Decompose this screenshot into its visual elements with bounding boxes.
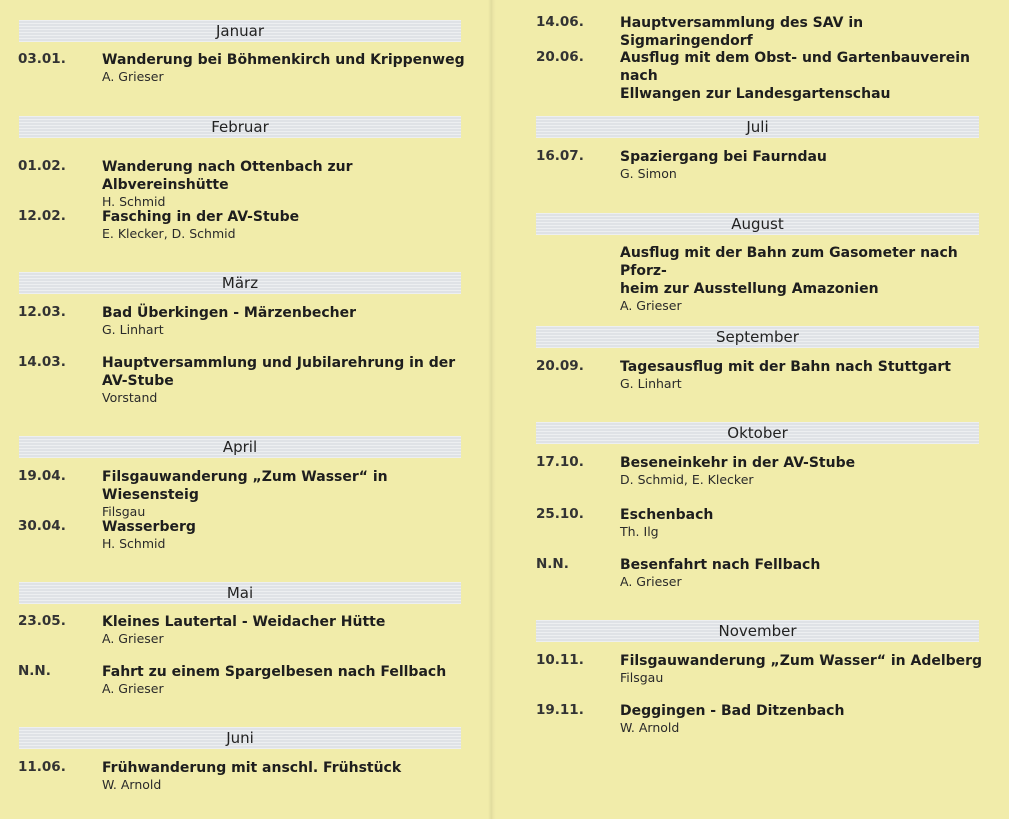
event-title-line-1: Ausflug mit der Bahn zum Gasometer nach Pforz- (620, 245, 958, 279)
event-organizer: A. Grieser (620, 298, 682, 313)
event-organizer: W. Arnold (620, 720, 680, 735)
event-organizer: G. Linhart (102, 322, 164, 337)
event-date: 25.10. (536, 506, 584, 522)
event-date: 12.02. (18, 208, 66, 224)
event-title: Fahrt zu einem Spargelbesen nach Fellbach (102, 664, 447, 680)
event-item (18, 354, 478, 406)
event-date: 17.10. (536, 454, 584, 470)
event-title: Deggingen - Bad Ditzenbach (620, 703, 845, 719)
event-item (536, 702, 996, 736)
event-organizer: D. Schmid, E. Klecker (620, 472, 754, 487)
event-title: Hauptversammlung des SAV in Sigmaringendorf (620, 15, 864, 49)
event-organizer: G. Linhart (620, 376, 682, 391)
event-item (536, 454, 996, 488)
month-header-februar: Februar (19, 116, 461, 138)
month-header-juli: Juli (536, 116, 979, 138)
event-item (18, 158, 478, 210)
event-organizer: Vorstand (102, 390, 158, 405)
event-date: 23.05. (18, 613, 66, 629)
event-item (536, 148, 996, 182)
event-title: Beseneinkehr in der AV-Stube (620, 455, 856, 471)
month-header-november: November (536, 620, 979, 642)
event-title: Kleines Lautertal - Weidacher Hütte (102, 614, 386, 630)
event-organizer: W. Arnold (102, 777, 162, 792)
event-title-line-1: Ausflug mit dem Obst- und Gartenbauverein nach (620, 50, 970, 84)
event-organizer: E. Klecker, D. Schmid (102, 226, 236, 241)
event-date: 03.01. (18, 51, 66, 67)
event-organizer: A. Grieser (102, 631, 164, 646)
event-organizer: H. Schmid (102, 194, 166, 209)
event-item (536, 49, 996, 103)
event-date: 20.09. (536, 358, 584, 374)
event-item (18, 51, 478, 85)
event-item (18, 468, 478, 520)
event-title: Fasching in der AV-Stube (102, 209, 300, 225)
event-title: Bad Überkingen - Märzenbecher (102, 305, 356, 321)
month-header-september: September (536, 326, 979, 348)
event-item (536, 652, 996, 686)
event-title: Wasserberg (102, 519, 196, 535)
event-title: Filsgauwanderung „Zum Wasser“ in Adelberg (620, 653, 983, 669)
event-organizer: Th. Ilg (620, 524, 659, 539)
event-item (18, 613, 478, 647)
event-item (536, 556, 996, 590)
event-title-line-2: heim zur Ausstellung Amazonien (620, 281, 879, 297)
page-fold (488, 0, 496, 819)
event-item (18, 663, 478, 697)
event-date: 30.04. (18, 518, 66, 534)
event-title: Eschenbach (620, 507, 714, 523)
event-organizer: Filsgau (620, 670, 664, 685)
event-date: 20.06. (536, 49, 584, 65)
event-title: Wanderung nach Ottenbach zur Albvereinshütte (102, 159, 353, 193)
event-organizer: A. Grieser (102, 69, 164, 84)
event-organizer: A. Grieser (620, 574, 682, 589)
event-item (536, 506, 996, 540)
event-title: Frühwanderung mit anschl. Frühstück (102, 760, 402, 776)
event-item (18, 304, 478, 338)
event-date: 14.06. (536, 14, 584, 30)
event-item (18, 208, 478, 242)
event-item (18, 518, 478, 552)
event-organizer: H. Schmid (102, 536, 166, 551)
month-header-mai: Mai (19, 582, 461, 604)
event-title: Spaziergang bei Faurndau (620, 149, 827, 165)
event-organizer: Filsgau (102, 504, 146, 519)
event-item (536, 358, 996, 392)
event-date: 14.03. (18, 354, 66, 370)
event-title: Tagesausflug mit der Bahn nach Stuttgart (620, 359, 951, 375)
event-date: 11.06. (18, 759, 66, 775)
month-header-maerz: März (19, 272, 461, 294)
event-item (536, 244, 996, 314)
event-item (18, 759, 478, 793)
event-title-line-2: Ellwangen zur Landesgartenschau (620, 86, 891, 102)
event-title: Wanderung bei Böhmenkirch und Krippenweg (102, 52, 465, 68)
event-title: Besenfahrt nach Fellbach (620, 557, 821, 573)
event-item (536, 14, 996, 50)
event-title-line-1: Hauptversammlung und Jubilarehrung in der (102, 355, 456, 371)
event-date: 12.03. (18, 304, 66, 320)
month-header-januar: Januar (19, 20, 461, 42)
event-organizer: G. Simon (620, 166, 677, 181)
event-date: 01.02. (18, 158, 66, 174)
month-header-august: August (536, 213, 979, 235)
event-title-line-2: AV-Stube (102, 373, 174, 389)
month-header-juni: Juni (19, 727, 461, 749)
event-date: 16.07. (536, 148, 584, 164)
event-date: N.N. (18, 663, 51, 679)
month-header-oktober: Oktober (536, 422, 979, 444)
month-header-april: April (19, 436, 461, 458)
event-date: 19.11. (536, 702, 584, 718)
event-title: Filsgauwanderung „Zum Wasser“ in Wiesensteig (102, 469, 388, 503)
event-date: 19.04. (18, 468, 66, 484)
event-date: N.N. (536, 556, 569, 572)
event-date: 10.11. (536, 652, 584, 668)
event-organizer: A. Grieser (102, 681, 164, 696)
